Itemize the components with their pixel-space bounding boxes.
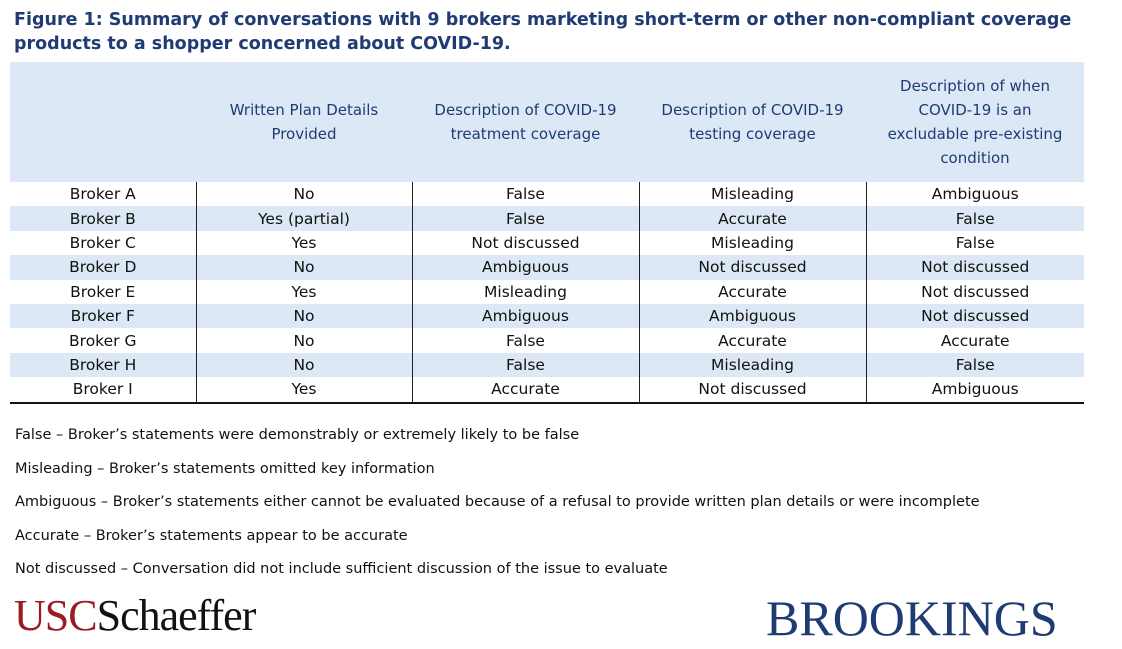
- pre-existing-cell: False: [866, 353, 1084, 377]
- table-row: [10, 328, 1084, 352]
- table-row: [10, 280, 1084, 304]
- treatment-cell: False: [412, 206, 639, 230]
- legend-item-misleading: Misleading – Broker’s statements omitted key information: [15, 460, 435, 477]
- testing-cell: Not discussed: [639, 377, 866, 402]
- testing-cell: Misleading: [639, 353, 866, 377]
- table-row: [10, 206, 1084, 230]
- header-broker: [10, 62, 196, 182]
- broker-name-cell: Broker A: [69, 185, 136, 204]
- pre-existing-cell: Not discussed: [866, 255, 1084, 279]
- legend-item-accurate: Accurate – Broker’s statements appear to be accurate: [15, 527, 408, 544]
- rating-legend: [15, 424, 980, 592]
- usc-logo-text: USC: [14, 591, 97, 640]
- header-treatment-coverage: Description of COVID-19 treatment coverage: [412, 62, 639, 182]
- figure-title: Figure 1: Summary of conversations with 9 brokers marketing short-term or other non-compliant coverage products to a shopper concerned about COVID-19.: [14, 10, 1072, 54]
- testing-cell: Misleading: [639, 182, 866, 206]
- written-plan-cell: No: [196, 353, 412, 377]
- written-plan-cell: Yes: [196, 280, 412, 304]
- written-plan-cell: No: [196, 255, 412, 279]
- treatment-cell: False: [412, 182, 639, 206]
- written-plan-cell: Yes: [196, 231, 412, 255]
- broker-name-cell: Broker I: [10, 377, 196, 402]
- legend-item-false: False – Broker’s statements were demonstrably or extremely likely to be false: [15, 427, 580, 443]
- table-row: [10, 353, 1084, 377]
- pre-existing-cell: Accurate: [866, 328, 1084, 352]
- brookings-logo: BROOKINGS: [766, 590, 1058, 646]
- broker-name-cell: Broker B: [10, 206, 196, 230]
- written-plan-cell: No: [196, 328, 412, 352]
- pre-existing-cell: Not discussed: [866, 304, 1084, 328]
- written-plan-cell: No: [196, 304, 412, 328]
- schaeffer-logo-text: Schaeffer: [96, 591, 256, 640]
- broker-name-cell: Broker E: [70, 282, 136, 301]
- written-plan-cell: Yes: [196, 377, 412, 402]
- table-header-row: [10, 62, 1084, 182]
- broker-name-cell: Broker C: [69, 233, 136, 252]
- testing-cell: Misleading: [639, 231, 866, 255]
- broker-name-cell: Broker F: [10, 304, 196, 328]
- treatment-cell: False: [412, 328, 639, 352]
- testing-cell: Ambiguous: [639, 304, 866, 328]
- treatment-cell: Ambiguous: [412, 304, 639, 328]
- table-row: [10, 304, 1084, 328]
- table-row: [10, 377, 1084, 402]
- pre-existing-cell: False: [866, 231, 1084, 255]
- treatment-cell: False: [412, 353, 639, 377]
- broker-summary-table: [10, 62, 1084, 404]
- treatment-cell: Not discussed: [412, 231, 639, 255]
- header-pre-existing-condition: Description of when COVID-19 is an excludable pre-existing condition: [866, 62, 1084, 182]
- treatment-cell: Misleading: [412, 280, 639, 304]
- broker-name-cell: Broker H: [10, 353, 196, 377]
- table-row: [10, 182, 1084, 206]
- pre-existing-cell: Ambiguous: [866, 182, 1084, 206]
- treatment-cell: Ambiguous: [412, 255, 639, 279]
- legend-item-ambiguous: Ambiguous – Broker’s statements either cannot be evaluated because of a refusal to provide written plan details or were incomplete: [15, 494, 980, 510]
- header-written-plan-details: Written Plan Details Provided: [196, 62, 412, 182]
- legend-item-not-discussed: Not discussed – Conversation did not include sufficient discussion of the issue to evaluate: [15, 561, 668, 577]
- header-testing-coverage: Description of COVID-19 testing coverage: [639, 62, 866, 182]
- testing-cell: Not discussed: [639, 255, 866, 279]
- treatment-cell: Accurate: [412, 377, 639, 402]
- table-row: [10, 255, 1084, 279]
- testing-cell: Accurate: [639, 328, 866, 352]
- written-plan-cell: Yes (partial): [196, 206, 412, 230]
- written-plan-cell: No: [196, 182, 412, 206]
- table-row: [10, 231, 1084, 255]
- broker-name-cell: Broker G: [69, 331, 137, 350]
- pre-existing-cell: Not discussed: [866, 280, 1084, 304]
- usc-schaeffer-logo: [14, 590, 255, 642]
- testing-cell: Accurate: [639, 280, 866, 304]
- broker-name-cell: Broker D: [10, 255, 196, 279]
- pre-existing-cell: Ambiguous: [866, 377, 1084, 402]
- pre-existing-cell: False: [866, 206, 1084, 230]
- testing-cell: Accurate: [639, 206, 866, 230]
